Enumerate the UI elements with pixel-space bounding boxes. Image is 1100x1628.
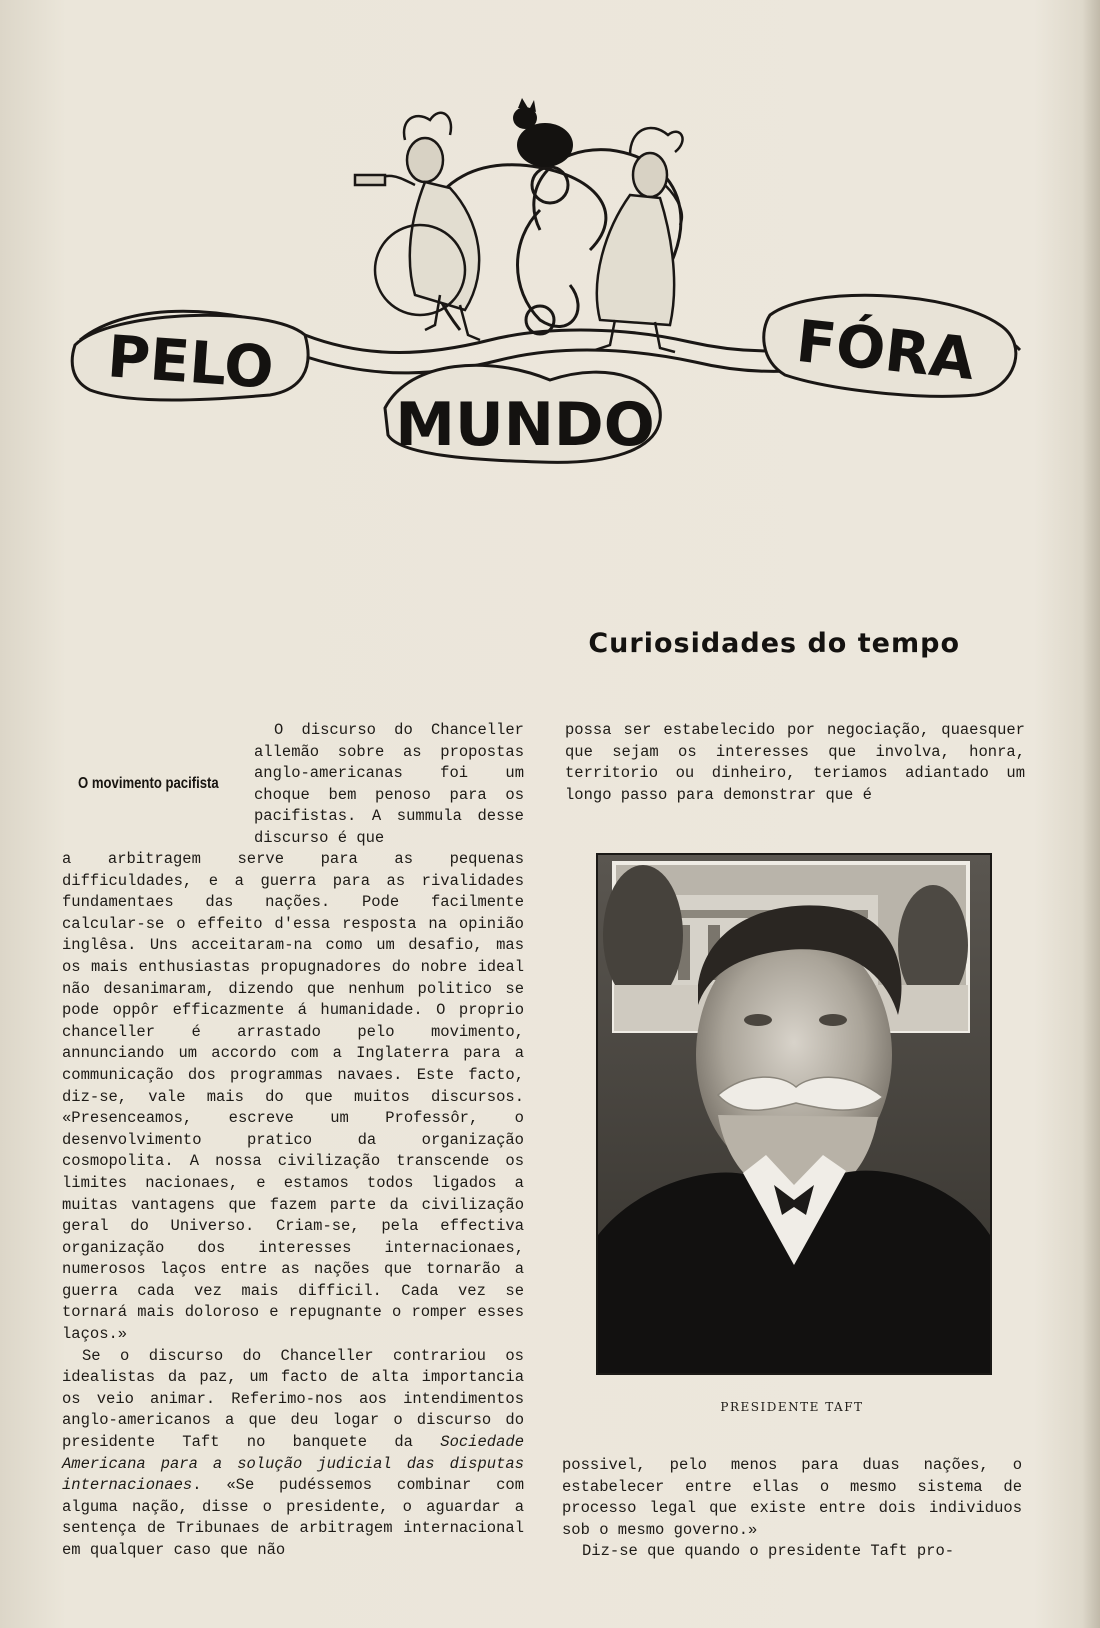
body-paragraph-2: Se o discurso do Chanceller contrariou os idealistas da paz, um facto de alta importancia os veio animar. Referimo-nos aos intendimentos anglo-americanos a que deu logar o discurso do presidente Taft no banquete da Sociedade Americana para a solução judicial das disputas internacionaes. «Se pudéssemos combinar com alguma nação, disse o presidente, o aguardar a sentença de Tribunaes de arbitragem internacional em qualquer caso que não	[62, 1346, 524, 1559]
body-paragraph-1: a arbitragem serve para as pequenas difficuldades, e a guerra para as rivalidades fundamentaes das nações. Pode facilmente calcular-se o effeito d'essa resposta na opinião inglêsa. Uns acceitaram-na como um desafio, mas os mais enthusiastas propugnadores do nobre ideal não desanimaram, dizendo que nenhum politico se pode oppôr efficazmente á humanidade. O proprio chanceller é arrastado pelo movimento, annunciando um accordo com a Inglaterra para a communicação dos programmas navaes. Este facto, diz-se, vale mais do que muitos discursos. «Presenceamos, escreve um Professôr, o desenvolvimento pratico da organização cosmopolita. A nossa civilização transcende os limites nacionaes, e estamos todos ligados a muitas vantagens que fazem parte da civilização geral do Universo. Criam-se, pela effectiva organização dos interesses internacionaes, numerosos laços entre as nações que tornarão a guerra cada vez mais difficil. Cada vez se tornará mais doloroso e repugnante o romper esses laços.»	[62, 850, 524, 1344]
right-paragraph-1: possivel, pelo menos para duas nações, o estabelecer entre ellas o mesmo sistema de processo legal que existe entre dois individuos sob o mesmo governo.»	[562, 1456, 1022, 1539]
masthead-word-mundo	[385, 365, 660, 462]
svg-text:FÓRA: FÓRA	[793, 306, 978, 394]
right-paragraph-2: Diz-se que quando o presidente Taft pro-	[582, 1542, 955, 1561]
right-figure-icon	[595, 128, 683, 352]
portrait-photo	[596, 853, 992, 1375]
masthead-illustration	[70, 90, 1030, 490]
left-column-intro	[254, 720, 524, 850]
page-edge-shadow	[1082, 0, 1100, 1628]
cat-icon	[513, 98, 573, 167]
svg-text:MUNDO: MUNDO	[395, 390, 655, 460]
masthead-word-fora	[764, 295, 1016, 396]
society-name: Sociedade Americana para a solução judicial das disputas internacionaes	[62, 1433, 524, 1495]
photo-caption: PRESIDENTE TAFT	[720, 1400, 864, 1414]
right-paragraph-top: possa ser estabelecido por negociação, quaesquer que sejam os interesses que involva, honra, territorio ou dinheiro, teriamos adiantado um longo passo para demonstrar que é	[565, 721, 1025, 804]
intro-paragraph: O discurso do Chanceller allemão sobre as propostas anglo-americanas foi um choque bem penoso para os pacifistas. A summula desse discurso é que	[254, 721, 524, 847]
svg-text:PELO: PELO	[105, 322, 276, 402]
section-title: Curiosidades do tempo	[588, 628, 960, 659]
right-column-bottom	[562, 1455, 1022, 1563]
right-column-top	[565, 720, 1025, 806]
side-heading: O movimento pacifista	[78, 775, 219, 792]
left-figure-icon	[355, 113, 480, 340]
left-column-body	[62, 849, 524, 1562]
portrait-image	[598, 855, 990, 1373]
masthead-word-pelo	[72, 315, 308, 401]
